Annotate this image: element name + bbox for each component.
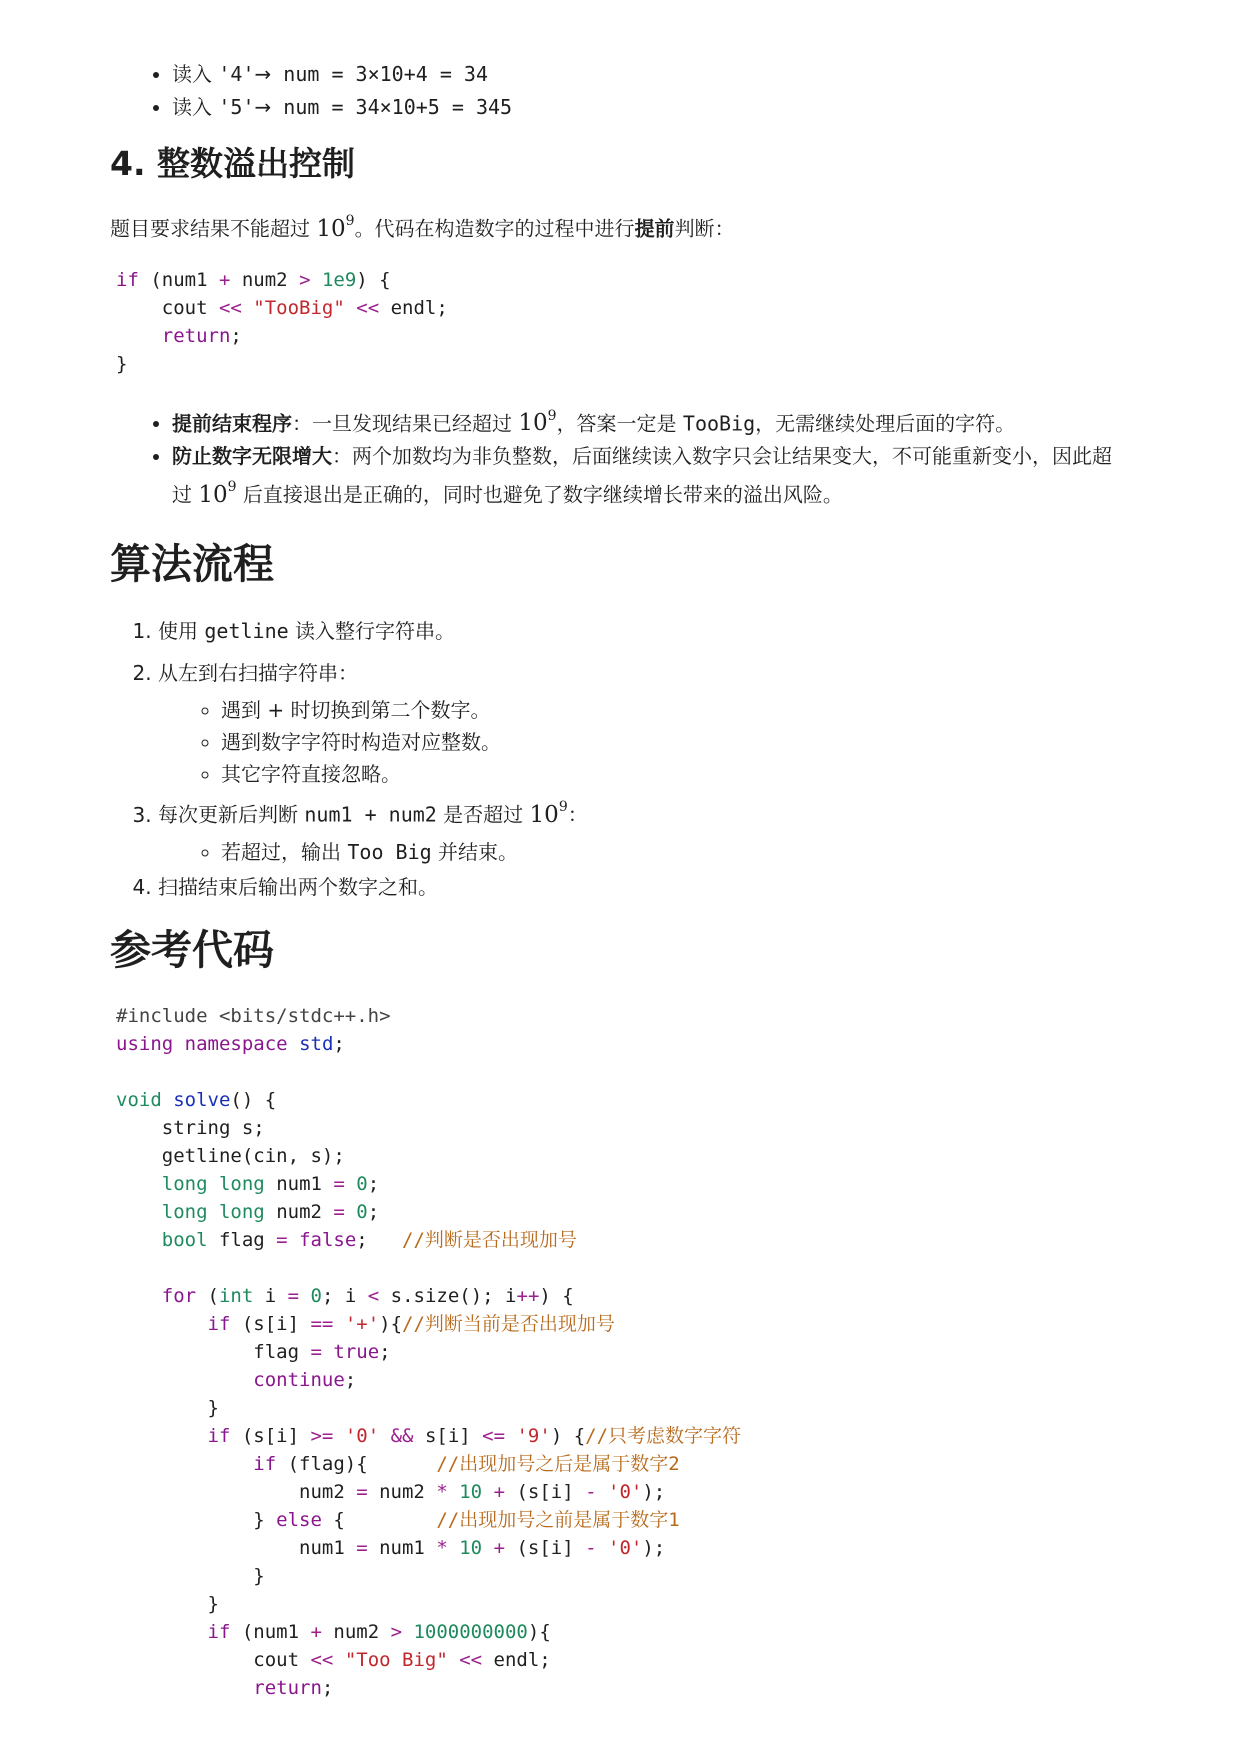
list-item: ◦ 遇到 + 时切换到第二个数字。 <box>221 694 1130 726</box>
section-intro: 题目要求结果不能超过 $10^9$。代码在构造数字的过程中进行提前判断： <box>110 213 735 242</box>
list-item: ◦ 其它字符直接忽略。 <box>221 758 1130 790</box>
section-heading: 4. 整数溢出控制 <box>110 144 355 183</box>
list-item: 1. 使用 getline 读入整行字符串。 <box>158 616 1130 646</box>
overflow-bullet-list <box>110 402 1130 512</box>
list-item: 3. 每次更新后判断 num1 + num2 是否超过 $10^9$： ◦ 若超过，输出 Too Big 并结束。 <box>158 794 1130 868</box>
list-item: • 提前结束程序：一旦发现结果已经超过 $10^9$，答案一定是 TooBig，无需继续处理后面的字符。 <box>172 402 1130 441</box>
list-item: ◦ 若超过，输出 Too Big 并结束。 <box>221 836 1130 868</box>
code-block-reference: #include <bits/stdc++.h> using namespace std; void solve() { string s; getline(cin, s); long long num1 = 0; long long num2 = 0; bool flag = false; //判断是否出现加号 for (int i = 0; i < s.size(); i++) { if (s[i] == '+'){//判断当前是否出现加号 flag = true; continue; } if (s[i] >= '0' && s[i] <= '9') {//只考虑数字字符 if (flag){ //出现加号之后是属于数字2 num2 = num2 * 10 + (s[i] - '0'); } else { //出现加号之前是属于数字1 num1 = num1 * 10 + (s[i] - '0'); } } if (num1 + num2 > 1000000000){ cout << "Too Big" << endl; return; <box>116 1004 742 1699</box>
list-item: 2. 从左到右扫描字符串： ◦ 遇到 + 时切换到第二个数字。 ◦ 遇到数字字符时构造对应整数。 ◦ 其它字符直接忽略。 <box>158 658 1130 790</box>
sub-list <box>158 836 1130 868</box>
reference-code-heading: 参考代码 <box>110 925 274 974</box>
algorithm-heading: 算法流程 <box>110 539 274 588</box>
list-item: ◦ 遇到数字字符时构造对应整数。 <box>221 726 1130 758</box>
list-item: 4. 扫描结束后输出两个数字之和。 <box>158 872 1130 902</box>
list-item: • 防止数字无限增大：两个加数均为非负整数，后面继续读入数字只会让结果变大，不可能重新变小，因此超过 $10^9$ 后直接退出是正确的，同时也避免了数字继续增长带来的溢出风险。 <box>172 440 1130 512</box>
algorithm-steps <box>110 616 1130 902</box>
top-bullet-list <box>110 58 1130 124</box>
list-item: • 读入 '5'→ num = 34×10+5 = 345 <box>172 91 1130 124</box>
list-item: • 读入 '4'→ num = 3×10+4 = 34 <box>172 58 1130 91</box>
sub-list <box>158 694 1130 790</box>
document-page <box>110 58 1130 1726</box>
code-block-overflow-check: if (num1 + num2 > 1e9) { cout << "TooBig" << endl; return; } <box>116 268 448 375</box>
